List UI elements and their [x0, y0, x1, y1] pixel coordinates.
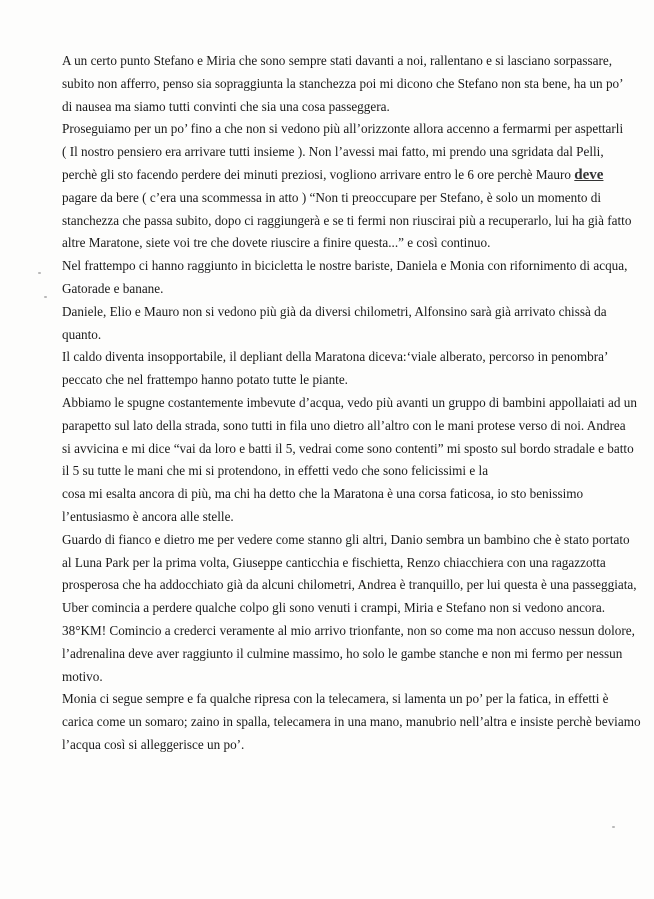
text-line: ( Il nostro pensiero era arrivare tutti insieme ). Non l’avessi mai fatto, mi prendo una sgridata dal Pelli,: [62, 144, 604, 160]
text-line-part: perchè gli sto facendo perdere dei minuti preziosi, vogliono arrivare entro le 6 ore perchè Mauro: [62, 166, 575, 182]
scan-speck: [612, 826, 615, 828]
text-line: Abbiamo le spugne costantemente imbevute d’acqua, vedo più avanti un gruppo di bambini appollaiati ad un: [62, 394, 637, 410]
text-line: peccato che nel frattempo hanno potato tutte le piante.: [62, 372, 348, 388]
text-line: Proseguiamo per un po’ fino a che non si vedono più all’orizzonte allora accenno a fermarmi per aspettarli: [62, 121, 624, 137]
text-line: stanchezza che passa subito, dopo ci raggiungerà e se ti fermi non riuscirai più a recuperarlo, lui ha già fatto: [62, 212, 632, 228]
text-line: Monia ci segue sempre e fa qualche ripresa con la telecamera, si lamenta un po’ per la fatica, in effetti è: [62, 691, 609, 707]
text-line: quanto.: [62, 326, 102, 342]
text-line: Nel frattempo ci hanno raggiunto in bicicletta le nostre bariste, Daniela e Monia con rifornimento di acqua,: [62, 258, 628, 274]
text-line-with-emphasis: [62, 164, 637, 187]
text-line: di nausea ma siamo tutti convinti che sia una cosa passeggera.: [62, 98, 390, 114]
text-line: al Luna Park per la prima volta, Giuseppe canticchia e fischietta, Renzo chiacchiera con una ragazzotta: [62, 554, 606, 570]
text-line: pagare da bere ( c’era una scommessa in atto ) “Non ti preoccupare per Stefano, è solo un momento di: [62, 189, 602, 205]
text-line: parapetto sul lato della strada, sono tutti in fila uno dietro all’altro con le mani protese verso di noi. Andrea: [62, 417, 626, 433]
text-line: carica come un somaro; zaino in spalla, telecamera in una mano, manubrio nell’altra e insiste perchè beviamo: [62, 714, 641, 730]
text-line: Uber comincia a perdere qualche colpo gli sono venuti i crampi, Miria e Stefano non si vedono ancora.: [62, 600, 606, 616]
document-body: [62, 50, 641, 757]
text-line: l’adrenalina deve aver raggiunto il culmine massimo, ho solo le gambe stanche e non mi fermo per nessun: [62, 645, 623, 661]
text-line: 38°KM! Comincio a crederci veramente al mio arrivo trionfante, non so come ma non accuso nessun dolore,: [62, 622, 635, 638]
text-line: l’entusiasmo è ancora alle stelle.: [62, 508, 234, 524]
emphasized-word: deve: [574, 166, 604, 183]
text-line: Il caldo diventa insopportabile, il depliant della Maratona diceva:‘viale alberato, percorso in penombra’: [62, 349, 609, 365]
text-line: altre Maratone, siete voi tre che dovete riuscire a finire questa...” e così continuo.: [62, 235, 491, 251]
text-line: cosa mi esalta ancora di più, ma chi ha detto che la Maratona è una corsa faticosa, io sto benissimo: [62, 486, 584, 502]
text-line: A un certo punto Stefano e Miria che sono sempre stati davanti a noi, rallentano e si lasciano sorpassare,: [62, 53, 613, 68]
text-line: il 5 su tutte le mani che mi si protendono, in effetti vedo che sono felicissimi e la: [62, 463, 489, 479]
text-line: prosperosa che ha addocchiato già da alcuni chilometri, Andrea è tranquillo, per lui questa è una passeggiata,: [62, 577, 637, 593]
text-line: l’acqua così si alleggerisce un po’.: [62, 736, 245, 752]
text-line: subito non afferro, penso sia sopraggiunta la stanchezza poi mi dicono che Stefano non sta bene, ha un po’: [62, 75, 624, 91]
scan-speck: [38, 272, 41, 274]
text-line: Guardo di fianco e dietro me per vedere come stanno gli altri, Danio sembra un bambino che è stato portato: [62, 531, 630, 547]
text-line: Daniele, Elio e Mauro non si vedono più già da diversi chilometri, Alfonsino sarà già arrivato chissà da: [62, 303, 607, 319]
text-line: Gatorade e banane.: [62, 280, 164, 296]
text-line: motivo.: [62, 668, 103, 684]
text-line: si avvicina e mi dice “vai da loro e batti il 5, vedrai come sono contenti” mi sposto sul bordo stradale e batto: [62, 440, 634, 456]
scan-speck: [44, 296, 47, 298]
